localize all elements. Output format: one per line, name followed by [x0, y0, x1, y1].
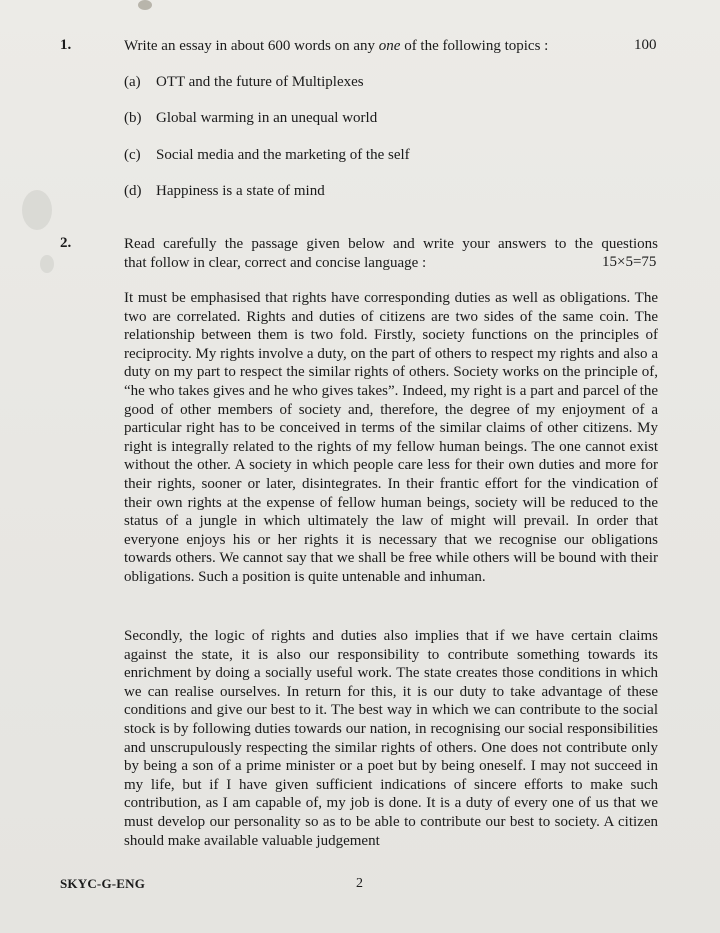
- scan-smudge: [40, 255, 54, 273]
- question-1-option-c: [124, 147, 410, 164]
- option-label: (a): [124, 74, 141, 90]
- scan-smudge: [138, 0, 152, 10]
- option-text: Global warming in an unequal world: [156, 110, 378, 126]
- option-label: (d): [124, 183, 142, 199]
- question-1-instruction: [124, 37, 604, 56]
- passage-paragraph-1: It must be emphasised that rights have corresponding duties as well as obligations. The two are correlated. Rights and duties of citizens are two sides of the same coin. The relationship between them is two fold. Firstly, society functions on the principles of reciprocity. My rights involve a duty, on the part of others to respect my rights and also a duty on my part to respect the similar rights of others. Society works on the principle of, “he who takes gives and he who gives takes”. Indeed, my right is a part and parcel of the good of other members of society and, therefore, the degree of my enjoyment of a particular right has to be conceived in terms of the similar claims of other citizens. My right is integrally related to the rights of my fellow human beings. The one cannot exist without the other. A society in which people care less for their own duties and more for their rights, sooner or later, disintegrates. In their frantic effort for the vindication of their own rights at the expense of fellow human beings, society will be reduced to the status of a jungle in which ultimately the law of might will prevail. In order that everyone enjoys his or her rights it is necessary that we recognise our obligations towards others. We cannot say that we shall be free while others will be bound with their obligations. Such a position is quite untenable and inhuman.: [124, 290, 658, 585]
- option-label: (c): [124, 147, 141, 163]
- scan-smudge: [22, 190, 52, 230]
- paper-code: SKYC-G-ENG: [60, 876, 146, 891]
- question-2-number: 2.: [60, 235, 72, 251]
- option-text: OTT and the future of Multiplexes: [156, 74, 364, 90]
- option-label: (b): [124, 110, 142, 126]
- question-2-marks: 15×5=75: [602, 254, 657, 270]
- question-1-instruction-emphasis: one: [378, 38, 401, 54]
- question-2-instruction-line-2: that follow in clear, correct and concise language :: [124, 255, 427, 271]
- option-text: Social media and the marketing of the self: [156, 147, 410, 163]
- question-1-number: 1.: [60, 37, 72, 53]
- question-1-marks: 100: [634, 37, 657, 53]
- question-1-option-b: [124, 110, 377, 127]
- passage-paragraph-2: Secondly, the logic of rights and duties also implies that if we have certain claims against the state, it is also our responsibility to contribute something towards its enrichment by doing a socially useful work. The state creates those conditions in which we can realise ourselves. In return for this, it is our duty to take advantage of these conditions and give our best to it. The best way in which we can contribute to the social stock is by following duties towards our nation, in recognising our social responsibilities and unscrupulously respecting the similar rights of others. One does not contribute only by being a son of a prime minister or a poet but by being oneself. I may not succeed in my life, but if I have given sufficient indications of sincere efforts to make such contribution, as I am capable of, my job is done. It is a duty of every one of us that we must develop our personality so as to be able to contribute our best to society. A citizen should make available valuable judgement: [124, 628, 658, 849]
- question-1-instruction-start: Write an essay in about 600 words on any: [124, 38, 379, 54]
- question-1-option-a: [124, 74, 364, 91]
- page-number: 2: [356, 876, 363, 891]
- question-1-option-d: [124, 183, 325, 200]
- question-1-instruction-end: of the following topics :: [400, 38, 549, 54]
- option-text: Happiness is a state of mind: [156, 183, 325, 199]
- question-2-instruction-line-1: Read carefully the passage given below and write your answers to the questions: [124, 236, 658, 252]
